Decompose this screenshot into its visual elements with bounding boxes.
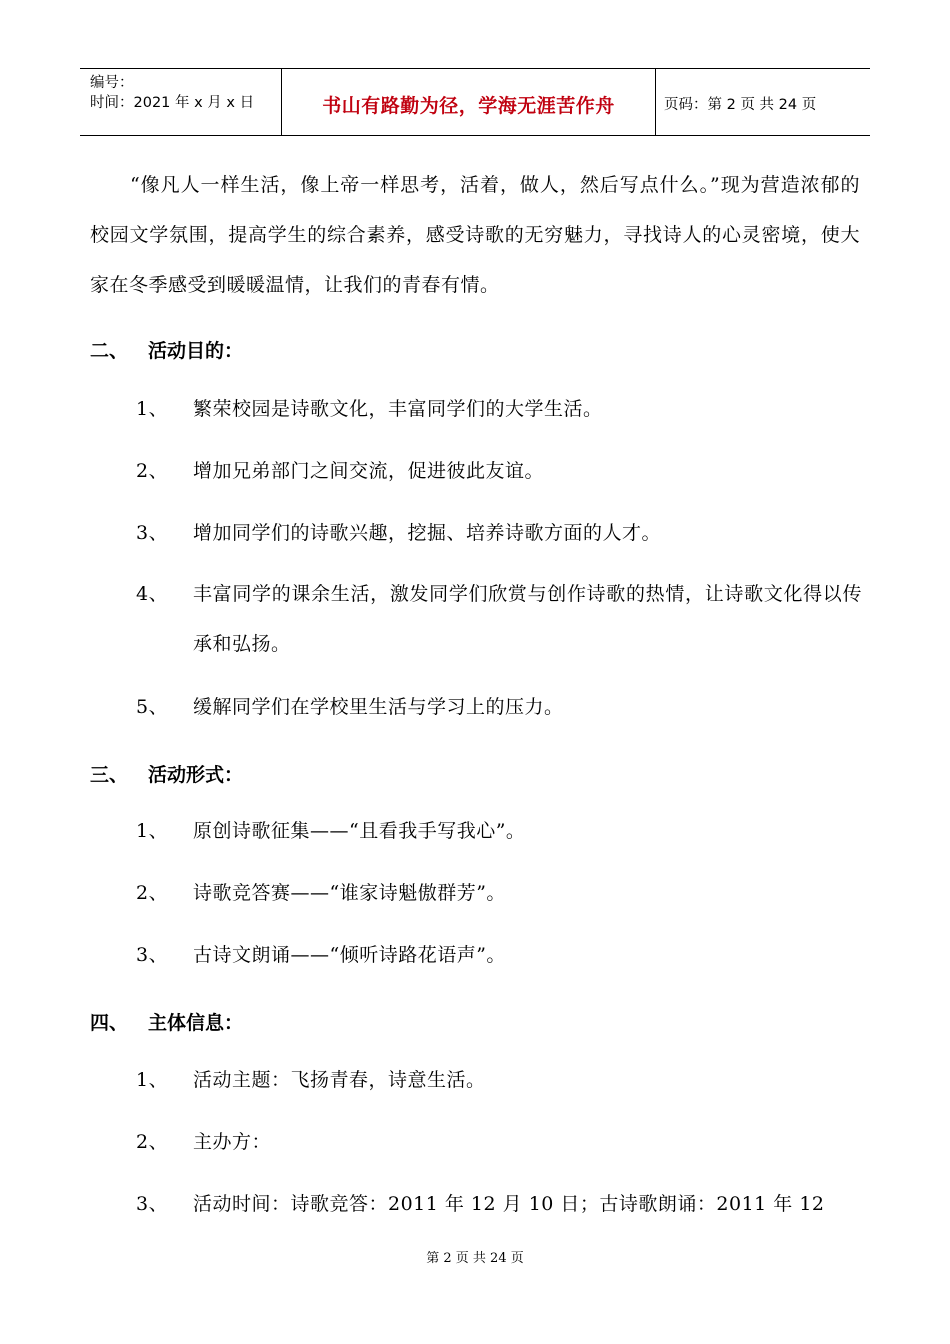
- intro-paragraph: “像凡人一样生活，像上帝一样思考，活着，做人，然后写点什么。”现为营造浓郁的校园文学氛围，提高学生的综合素养，感受诗歌的无穷魅力，寻找诗人的心灵密境，使大家在冬季感受到暖暖温情，让我们的青春有情。: [90, 174, 860, 296]
- section-title: 活动目的：: [148, 340, 244, 362]
- list-item-text: 增加同学们的诗歌兴趣，挖掘、培养诗歌方面的人才。: [193, 522, 662, 544]
- header-page-info: 页码：第 2 页 共 24 页: [664, 97, 817, 113]
- list-item: [136, 446, 862, 496]
- list-item-number: 3、: [136, 522, 169, 544]
- list-item: [136, 930, 862, 980]
- list-item-text: 活动时间：诗歌竞答：2011 年 12 月 10 日；古诗歌朗诵：2011 年 12: [193, 1193, 825, 1215]
- list-item-number: 5、: [136, 696, 169, 718]
- header-meta: [90, 73, 280, 113]
- list-item-text: 主办方：: [193, 1131, 272, 1153]
- section-heading: [90, 760, 243, 787]
- section-number: 四、: [90, 1012, 129, 1034]
- list-item-number: 1、: [136, 820, 169, 842]
- page-header: [80, 68, 870, 136]
- list-item-number: 2、: [136, 1131, 169, 1153]
- list-item: [136, 1179, 862, 1229]
- section-title: 活动形式：: [148, 764, 244, 786]
- list-item-text: 古诗文朗诵——“倾听诗路花语声”。: [193, 944, 506, 966]
- header-motto: 书山有路勤为径，学海无涯苦作舟: [322, 95, 615, 117]
- section-title: 主体信息：: [148, 1012, 244, 1034]
- list-item: [136, 868, 862, 918]
- list-item: [136, 1055, 862, 1105]
- list-item-text: 丰富同学的课余生活，激发同学们欣赏与创作诗歌的热情，让诗歌文化得以传承和弘扬。: [193, 583, 862, 655]
- section-heading: [90, 1008, 243, 1035]
- list-item: [136, 806, 862, 856]
- list-item-number: 3、: [136, 944, 169, 966]
- list-item-number: 2、: [136, 882, 169, 904]
- list-item-number: 2、: [136, 460, 169, 482]
- list-item: [136, 508, 862, 558]
- page-footer: 第 2 页 共 24 页: [426, 1251, 524, 1266]
- list-item-number: 1、: [136, 1069, 169, 1091]
- list-item-text: 原创诗歌征集——“且看我手写我心”。: [193, 820, 526, 842]
- header-divider: [655, 69, 656, 135]
- list-item-text: 诗歌竞答赛——“谁家诗魁傲群芳”。: [193, 882, 506, 904]
- list-item-text: 缓解同学们在学校里生活与学习上的压力。: [193, 696, 564, 718]
- list-item-text: 繁荣校园是诗歌文化，丰富同学们的大学生活。: [193, 398, 603, 420]
- list-item: [136, 1117, 862, 1167]
- list-item-number: 4、: [136, 583, 169, 605]
- section-heading: [90, 336, 243, 363]
- section-number: 三、: [90, 764, 129, 786]
- list-item: [136, 384, 862, 434]
- section-number: 二、: [90, 340, 129, 362]
- list-item: [136, 682, 862, 732]
- list-item-text: 增加兄弟部门之间交流，促进彼此友谊。: [193, 460, 545, 482]
- list-item: [136, 569, 862, 669]
- header-time-label: 时间：2021 年 x 月 x 日: [90, 95, 255, 111]
- list-item-number: 1、: [136, 398, 169, 420]
- header-number-label: 编号：: [90, 75, 134, 91]
- list-item-number: 3、: [136, 1193, 169, 1215]
- list-item-text: 活动主题：飞扬青春，诗意生活。: [193, 1069, 486, 1091]
